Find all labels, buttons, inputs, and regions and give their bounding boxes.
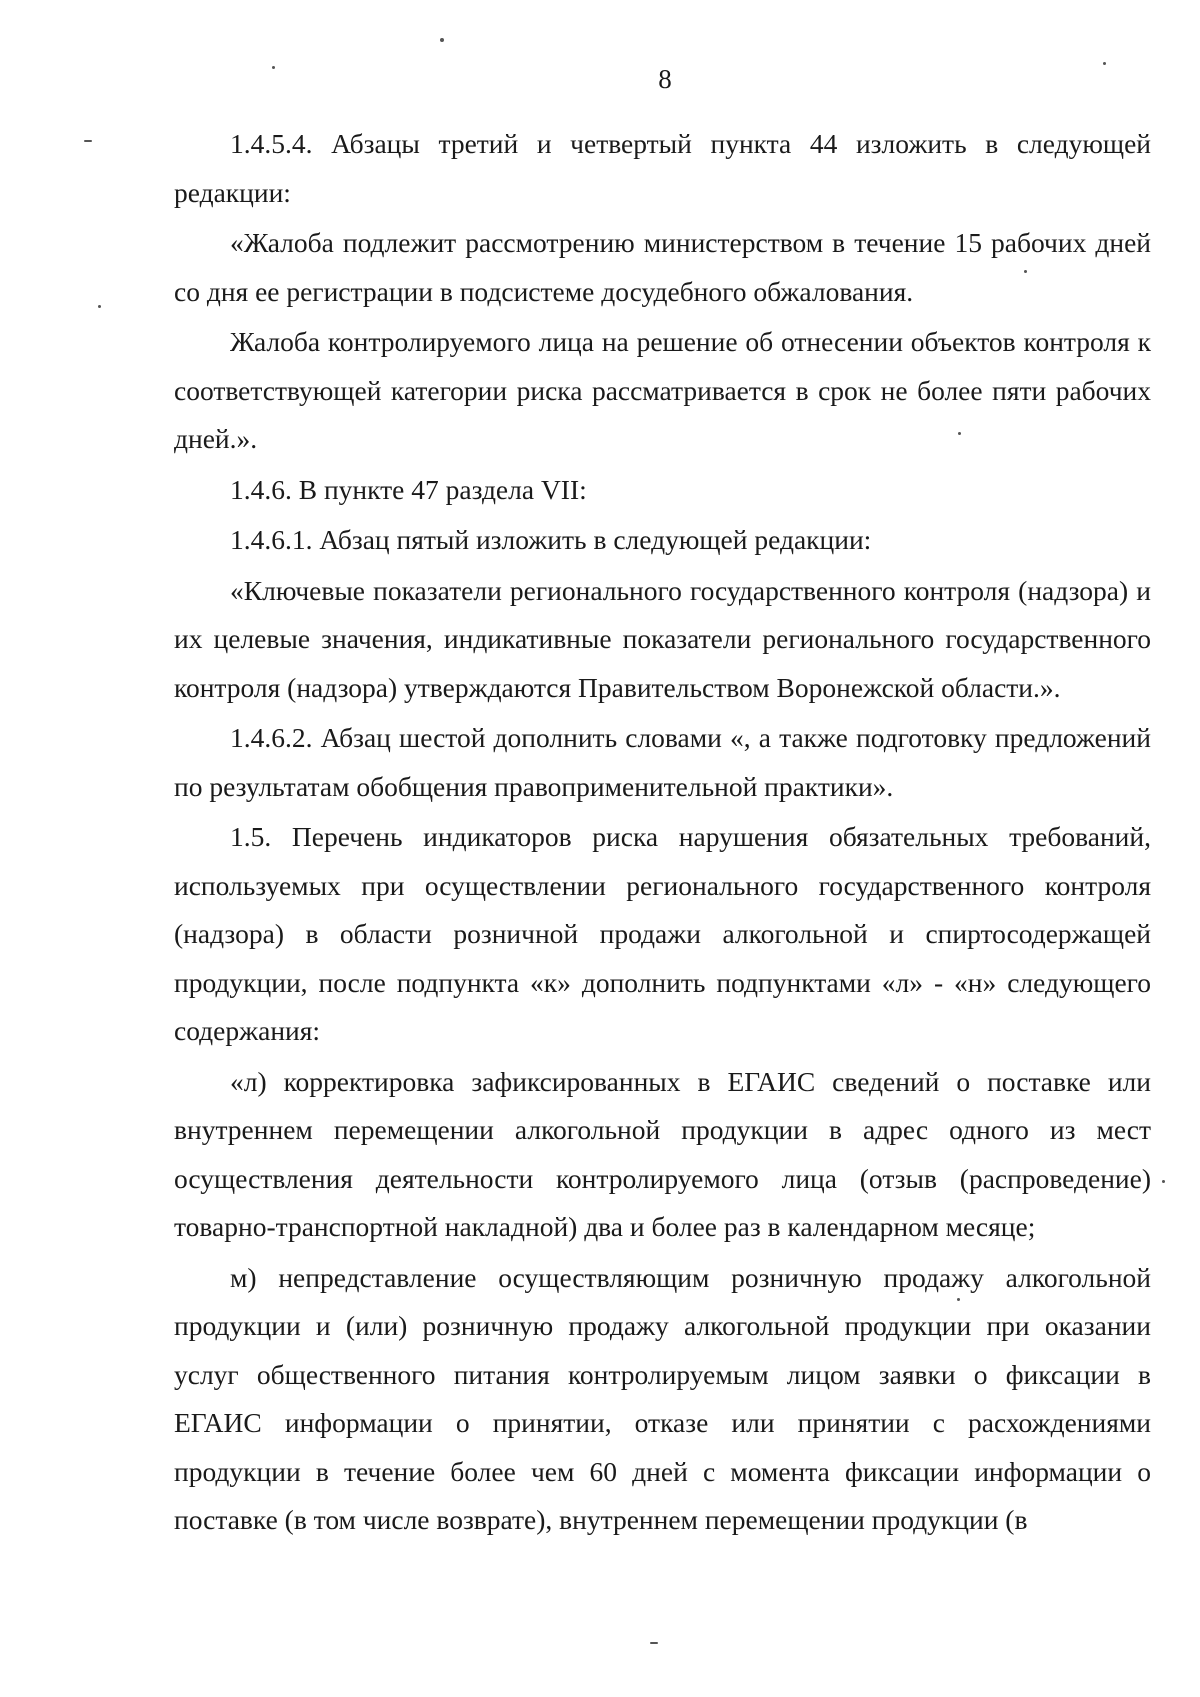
- scan-speck: [84, 140, 92, 142]
- paragraph-1-4-5-4: 1.4.5.4. Абзацы третий и четвертый пункта 44 изложить в следующей редакции:: [174, 128, 1151, 208]
- scan-speck: [1162, 1180, 1165, 1183]
- paragraph-item-l: «л) корректировка зафиксированных в ЕГАИС сведений о поставке или внутреннем перемещении алкогольной продукции в адрес одного из мест осуществления деятельности контролируемого лица (отзыв (распроведение) товарно-транспортной накладной) два и более раз в календарном месяце;: [174, 1065, 1151, 1242]
- paragraph-1-5: 1.5. Перечень индикаторов риска нарушения обязательных требований, используемых при осуществлении регионального государственного контроля (надзора) в области розничной продажи алкогольной и спиртосодержащей продукции, после подпункта «к» дополнить подпунктами «л» - «н» следующего содержания:: [174, 821, 1151, 1046]
- scan-speck: [272, 66, 275, 69]
- scan-speck: [98, 305, 101, 308]
- paragraph-1-4-6-1: 1.4.6.1. Абзац пятый изложить в следующей редакции:: [230, 524, 872, 555]
- scan-speck: [958, 432, 961, 435]
- page-number: 8: [658, 64, 672, 94]
- paragraph-complaint-term: «Жалоба подлежит рассмотрению министерством в течение 15 рабочих дней со дня ее регистрации в подсистеме досудебного обжалования.: [174, 227, 1151, 307]
- scan-speck: [1103, 62, 1106, 65]
- document-body: [174, 120, 1151, 1545]
- paragraph-key-indicators: «Ключевые показатели регионального государственного контроля (надзора) и их целевые значения, индикативные показатели регионального государственного контроля (надзора) утверждаются Правительством Воронежской области.».: [174, 574, 1151, 703]
- paragraph-1-4-6-2: 1.4.6.2. Абзац шестой дополнить словами «, а также подготовку предложений по результатам обобщения правоприменительной практики».: [174, 722, 1151, 802]
- scan-speck: [650, 1642, 658, 1644]
- paragraph-item-m: м) непредставление осуществляющим розничную продажу алкогольной продукции и (или) розничную продажу алкогольной продукции при оказании услуг общественного питания контролируемым лицом заявки о фиксации в ЕГАИС информации о принятии, отказе или принятии с расхождениями продукции в течение более чем 60 дней с момента фиксации информации о поставке (в том числе возврате), внутреннем перемещении продукции (в: [174, 1261, 1151, 1535]
- scan-speck: [1024, 270, 1027, 273]
- scan-speck: [957, 1298, 960, 1301]
- paragraph-complaint-risk-category: Жалоба контролируемого лица на решение об отнесении объектов контроля к соответствующей категории риска рассматривается в срок не более пяти рабочих дней.».: [174, 326, 1151, 454]
- scan-speck: [440, 38, 444, 42]
- paragraph-1-4-6: 1.4.6. В пункте 47 раздела VII:: [230, 473, 587, 505]
